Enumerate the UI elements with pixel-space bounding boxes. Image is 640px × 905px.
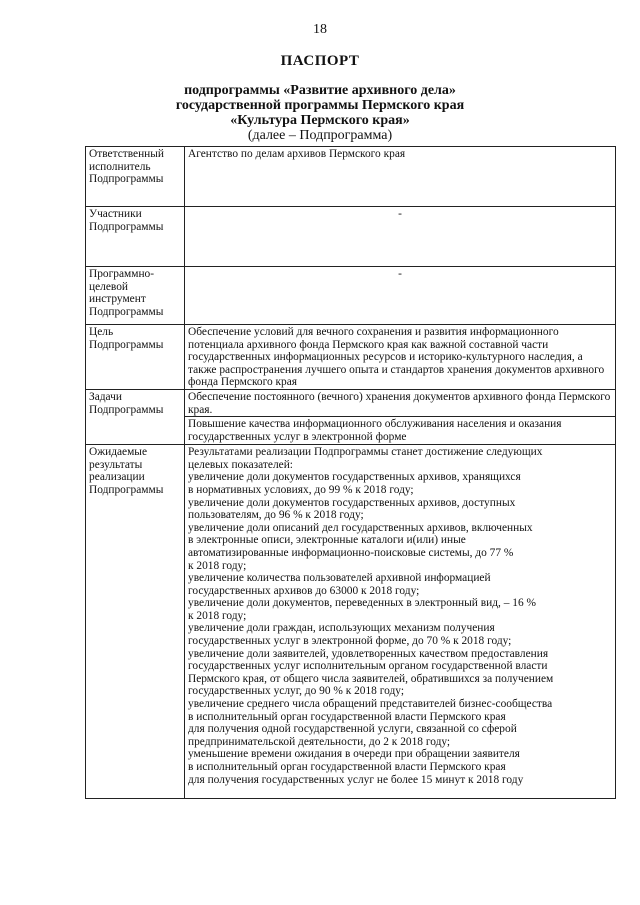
row-value-responsible: Агентство по делам архивов Пермского края [185,147,616,207]
subtitle-line-1: подпрограммы «Развитие архивного дела» [184,83,456,98]
result-line: в электронные описи, электронные каталоги и(или) иные [188,534,466,547]
row-label-tasks: Задачи Подпрограммы [86,389,185,444]
result-line: государственных услуг исполнительным органом государственной власти [188,660,548,673]
subtitle-line-3: «Культура Пермского края» [230,113,410,128]
result-line: увеличение доли документов государственных архивов, хранящихся [188,471,521,484]
row-label-participants: Участники Подпрограммы [86,207,185,267]
result-line: к 2018 году; [188,609,247,622]
document-title: ПАСПОРТ [280,53,360,69]
task-item-1: Обеспечение постоянного (вечного) хранения документов архивного фонда Пермского края. [185,389,616,416]
result-line: Результатами реализации Подпрограммы станет достижение следующих [188,446,543,459]
result-line: к 2018 году; [188,559,247,572]
result-line: увеличение количества пользователей архивной информацией [188,572,491,585]
result-line: увеличение доли граждан, использующих механизм получения [188,622,495,635]
result-line: для получения одной государственной услуги, связанной со сферой [188,723,517,736]
row-label-goal: Цель Подпрограммы [86,325,185,390]
row-label-results: Ожидаемые результаты реализации Подпрограммы [86,445,185,799]
result-line: автоматизированные информационно-поисковые системы, до 77 % [188,546,514,559]
result-line: предпринимательской деятельности, до 2 к 2018 году; [188,735,451,748]
row-label-responsible: Ответственный исполнитель Подпрограммы [86,147,185,207]
result-line: пользователям, до 96 % к 2018 году; [188,509,364,522]
result-line: государственных услуг в электронной форме, до 70 % к 2018 году; [188,635,512,648]
page-number: 18 [313,22,327,37]
result-line: для получения государственных услуг не более 15 минут к 2018 году [188,773,524,786]
result-line: государственных архивов до 63000 к 2018 году; [188,584,420,597]
result-line: увеличение доли описаний дел государственных архивов, включенных [188,521,533,534]
subtitle-line-2: государственной программы Пермского края [175,98,465,113]
title-block [0,54,640,143]
result-line: в нормативных условиях, до 99 % к 2018 году; [188,483,414,496]
result-line: Пермского края, от общего числа заявителей, обратившихся за получением [188,672,554,685]
row-value-goal: Обеспечение условий для вечного сохранения и развития информационного потенциала архивного фонда Пермского края как важной составной части государственных информационных ресурсов и историко-культурного наследия, а также распространения лучшего опыта и стандартов хранения документов архивного фонда Пермского края [185,325,616,390]
row-value-results [185,445,616,799]
table-row-results [86,445,616,799]
result-line: уменьшение времени ожидания в очереди при обращении заявителя [188,748,520,761]
passport-table [85,146,616,799]
result-line: в исполнительный орган государственной власти Пермского края [188,710,506,723]
row-label-instruments: Программно-целевой инструмент Подпрограммы [86,267,185,325]
table-row-goal [86,325,616,390]
table-row-participants [86,207,616,267]
result-line: увеличение среднего числа обращений представителей бизнес-сообщества [188,698,553,711]
result-line: увеличение доли документов государственных архивов, доступных [188,496,516,509]
result-line: государственных услуг, до 90 % к 2018 году; [188,685,404,698]
result-line: в исполнительный орган государственной власти Пермского края [188,761,506,773]
table-row-instruments [86,267,616,325]
row-value-participants: - [185,207,616,267]
row-value-instruments: - [185,267,616,325]
task-item-2: Повышение качества информационного обслуживания населения и оказания государственных услуг в электронной форме [185,417,616,445]
result-line: целевых показателей: [188,458,293,471]
result-line: увеличение доли документов, переведенных в электронный вид, – 16 % [188,597,536,610]
subtitle-note: (далее – Подпрограмма) [247,128,393,143]
result-line: увеличение доли заявителей, удовлетворенных качеством предоставления [188,647,549,660]
table-row-responsible [86,147,616,207]
table-row-tasks [86,389,616,416]
